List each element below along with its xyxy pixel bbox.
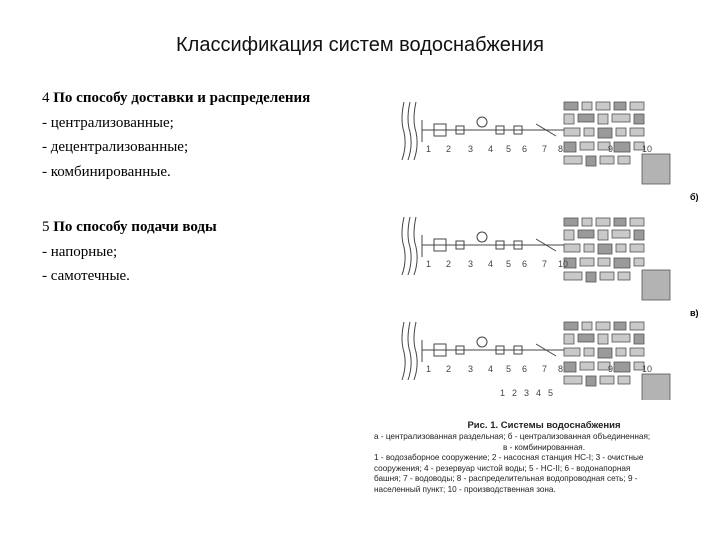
city-block: [582, 322, 592, 330]
city-block: [584, 244, 594, 252]
scheme-number-label: 5: [506, 144, 512, 154]
city-block: [598, 334, 608, 344]
city-block: [630, 348, 644, 356]
scheme-sub-number-label: 5: [548, 388, 554, 398]
section-4-heading: [42, 86, 310, 111]
city-block: [634, 230, 644, 240]
city-block: [612, 334, 630, 342]
city-block: [630, 218, 644, 226]
scheme-number-label: 8: [558, 144, 564, 154]
scheme-number-label: 3: [468, 144, 474, 154]
city-block: [598, 244, 612, 254]
scheme-number-label: 1: [426, 144, 432, 154]
city-block: [616, 128, 626, 136]
city-block: [596, 218, 610, 226]
scheme-number-label: 6: [522, 259, 528, 269]
city-block: [614, 102, 626, 110]
scheme-number-label: 6: [522, 364, 528, 374]
scheme-number-label: 7: [542, 259, 548, 269]
city-block: [634, 114, 644, 124]
city-block: [564, 142, 576, 152]
city-block: [564, 348, 580, 356]
scheme-sub-number-label: 3: [524, 388, 530, 398]
scheme-number-label: 4: [488, 144, 494, 154]
water-supply-scheme-figure: [396, 100, 714, 400]
city-block: [584, 128, 594, 136]
city-block: [598, 114, 608, 124]
water-source-line: [408, 322, 411, 380]
city-block: [598, 258, 610, 266]
city-block: [630, 102, 644, 110]
list-item: - напорные;: [42, 243, 118, 260]
water-source-line: [408, 102, 411, 160]
scheme-number-label: 2: [446, 364, 452, 374]
industrial-zone: [642, 374, 670, 400]
caption-title: Рис. 1. Системы водоснабжения: [467, 420, 621, 431]
caption-line: населенный пункт; 10 - производственная зона.: [374, 484, 556, 494]
city-block: [600, 272, 614, 280]
city-block: [582, 218, 592, 226]
section-4-title: По способу доставки и распределения: [53, 90, 311, 106]
section-4: [42, 86, 310, 184]
tank-symbol: [477, 232, 487, 242]
scheme-number-label: 2: [446, 259, 452, 269]
industrial-zone: [642, 154, 670, 184]
scheme-number-label: 1: [426, 259, 432, 269]
water-source-line: [402, 322, 405, 380]
list-item: - децентрализованные;: [42, 139, 189, 155]
city-block: [634, 334, 644, 344]
city-block: [578, 230, 594, 238]
city-block: [564, 334, 574, 344]
city-block: [580, 258, 594, 266]
city-block: [564, 114, 574, 124]
water-source-line: [408, 217, 411, 275]
city-block: [600, 376, 614, 384]
city-block: [586, 156, 596, 166]
city-block: [614, 362, 630, 372]
city-block: [564, 272, 582, 280]
scheme-number-label: 4: [488, 364, 494, 374]
industrial-zone: [642, 270, 670, 300]
city-block: [578, 114, 594, 122]
city-block: [564, 376, 582, 384]
scheme-number-label: 7: [542, 364, 548, 374]
panel-c-label: в): [690, 308, 699, 318]
water-source-line: [402, 102, 405, 160]
scheme-drawing: [396, 100, 714, 400]
section-4-number: 4: [42, 90, 50, 106]
scheme-number-label: 7: [542, 144, 548, 154]
list-item: - самотечные.: [42, 268, 130, 284]
scheme-number-label: 10: [642, 144, 653, 154]
water-source-line: [414, 322, 417, 380]
scheme-sub-number-label: 1: [500, 388, 506, 398]
scheme-number-label: 8: [558, 364, 564, 374]
scheme-number-label: 5: [506, 259, 512, 269]
city-block: [564, 362, 576, 372]
city-block: [586, 376, 596, 386]
city-block: [614, 258, 630, 268]
city-block: [634, 258, 644, 266]
caption-line: 1 - водозаборное сооружение; 2 - насосная станция НС-I; 3 - очистные: [374, 453, 644, 463]
scheme-sub-number-label: 4: [536, 388, 542, 398]
scheme-number-label: 3: [468, 259, 474, 269]
city-block: [564, 230, 574, 240]
water-source-line: [402, 217, 405, 275]
city-block: [586, 272, 596, 282]
scheme-number-label: 4: [488, 259, 494, 269]
city-block: [630, 322, 644, 330]
tank-symbol: [477, 117, 487, 127]
city-block: [580, 362, 594, 370]
city-block: [618, 272, 630, 280]
city-block: [564, 244, 580, 252]
scheme-number-label: 10: [642, 364, 653, 374]
city-block: [612, 114, 630, 122]
city-block: [564, 102, 578, 110]
water-source-line: [414, 217, 417, 275]
caption-line: а - централизованная раздельная; б - централизованная объединенная;: [374, 432, 651, 441]
city-block: [564, 322, 578, 330]
city-block: [616, 348, 626, 356]
caption-line: сооружения; 4 - резервуар чистой воды; 5 - НС-II; 6 - водонапорная: [374, 463, 631, 473]
scheme-number-label: 3: [468, 364, 474, 374]
city-block: [614, 218, 626, 226]
city-block: [580, 142, 594, 150]
scheme-number-label: 5: [506, 364, 512, 374]
scheme-number-label: 9: [608, 364, 614, 374]
city-block: [584, 348, 594, 356]
city-block: [582, 102, 592, 110]
city-block: [578, 334, 594, 342]
city-block: [614, 322, 626, 330]
scheme-number-label: 9: [608, 144, 614, 154]
city-block: [598, 230, 608, 240]
city-block: [630, 128, 644, 136]
city-block: [564, 156, 582, 164]
city-block: [600, 156, 614, 164]
city-block: [564, 128, 580, 136]
scheme-number-label: 2: [446, 144, 452, 154]
panel-b-label: б): [690, 192, 699, 202]
city-block: [596, 322, 610, 330]
city-block: [618, 376, 630, 384]
scheme-number-label: 1: [426, 364, 432, 374]
section-5-heading: [42, 215, 217, 240]
city-block: [596, 102, 610, 110]
list-item: - централизованные;: [42, 114, 174, 131]
scheme-number-label: 6: [522, 144, 528, 154]
city-block: [616, 244, 626, 252]
water-source-line: [414, 102, 417, 160]
scheme-number-label: 10: [558, 259, 569, 269]
city-block: [618, 156, 630, 164]
city-block: [598, 128, 612, 138]
section-5-title: По способу подачи воды: [53, 219, 217, 235]
city-block: [630, 244, 644, 252]
city-block: [598, 348, 612, 358]
caption-line: башня; 7 - водоводы; 8 - распределительная водопроводная сеть; 9 -: [374, 474, 638, 484]
list-item: - комбинированные.: [42, 163, 171, 180]
city-block: [564, 218, 578, 226]
tank-symbol: [477, 337, 487, 347]
city-block: [614, 142, 630, 152]
city-block: [612, 230, 630, 238]
section-5-number: 5: [42, 219, 50, 235]
figure-caption: [374, 420, 714, 496]
caption-line: в - комбинированная.: [503, 442, 585, 452]
page-title: Классификация систем водоснабжения: [176, 34, 544, 56]
section-5: [42, 215, 217, 289]
scheme-sub-number-label: 2: [512, 388, 518, 398]
